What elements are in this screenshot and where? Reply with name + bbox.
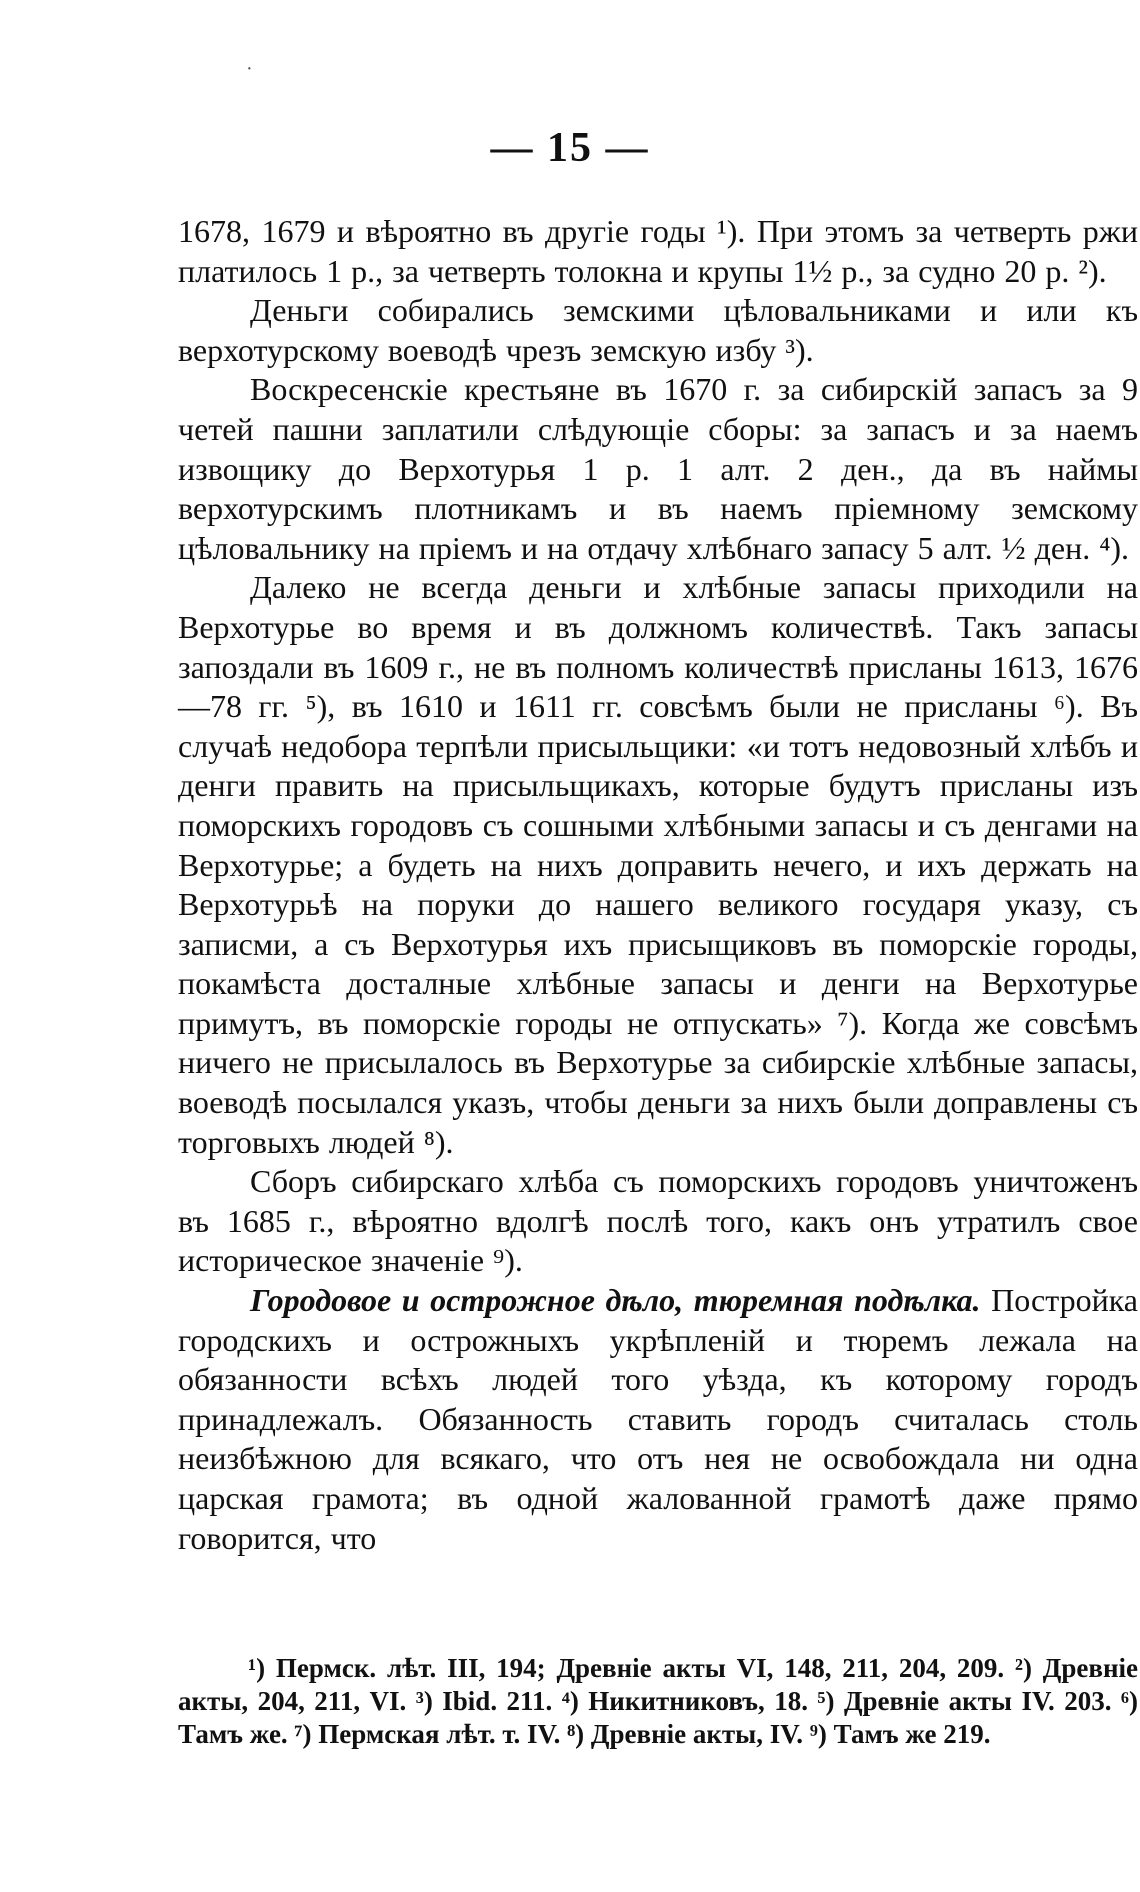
- main-text: [178, 212, 1138, 1558]
- paragraph-fortification: [178, 1281, 1138, 1558]
- page-number: — 15 —: [490, 125, 650, 171]
- scan-speck: ·: [246, 58, 253, 80]
- paragraph-abolition: Сборъ сибирскаго хлѣба съ поморскихъ городовъ уничтоженъ въ 1685 г., вѣроятно вдолгѣ послѣ того, какъ онъ утратилъ свое историческое значеніе ⁹).: [178, 1163, 1138, 1279]
- section-text: Постройка городскихъ и острожныхъ укрѣпленій и тюремъ лежала на обязанности всѣхъ людей того уѣзда, къ которому городъ принадлежалъ. Обязанность ставить городъ считалась столь неизбѣжною для всякаго, что отъ нея не освобождала ни одна царская грамота; въ одной жалованной грамотѣ даже прямо говорится, что: [178, 1282, 1139, 1556]
- paragraph-voskresensk-peasants: Воскресенскіе крестьяне въ 1670 г. за сибирскій запасъ за 9 четей пашни заплатили слѣдующіе сборы: за запасъ и за наемъ извощику до Верхотурья 1 р. 1 алт. 2 ден., да въ наймы верхотурскимъ плотникамъ и въ наемъ пріемному земскому цѣловальнику на пріемъ и на отдачу хлѣбнаго запасу 5 алт. ½ ден. ⁴).: [178, 371, 1138, 566]
- footnote-block: ¹) Пермск. лѣт. III, 194; Древніе акты VI, 148, 211, 204, 209. ²) Древніе акты, 204, 211, VI. ³) Ibid. 211. ⁴) Никитниковъ, 18. ⁵) Древніе акты IV. 203. ⁶) Тамъ же. ⁷) Пермская лѣт. т. IV. ⁸) Древніе акты, IV. ⁹) Тамъ же 219.: [178, 1653, 1138, 1749]
- paragraph-money-collection: Деньги собирались земскими цѣловальниками и или къ верхотурскому воеводѣ чрезъ земскую избу ³).: [178, 292, 1138, 368]
- footnotes: [178, 1652, 1138, 1751]
- paragraph-continuation: 1678, 1679 и вѣроятно въ другіе годы ¹). При этомъ за четверть ржи платилось 1 р., за четверть толокна и крупы 1½ р., за судно 20 р. ²).: [178, 213, 1138, 289]
- section-heading: Городовое и острожное дѣло, тюремная подѣлка.: [250, 1282, 981, 1319]
- paragraph-delivery-delays: Далеко не всегда деньги и хлѣбные запасы приходили на Верхотурье во время и въ должномъ количествѣ. Такъ запасы запоздали въ 1609 г., не въ полномъ количествѣ присланы 1613, 1676—78 гг. ⁵), въ 1610 и 1611 гг. совсѣмъ были не присланы ⁶). Въ случаѣ недобора терпѣли присыльщики: «и тотъ недовозный хлѣбъ и денги править на присыльщикахъ, которые будутъ присланы изъ поморскихъ городовъ съ сошными хлѣбными запасы и съ денгами на Верхотурье; а будеть на нихъ доправить нечего, и ихъ держать на Верхотурьѣ на поруки до нашего великого государя указу, съ записми, а съ Верхотурья ихъ присыщиковъ въ поморскіе городы, покамѣста досталные хлѣбные запасы и денги на Верхотурье примутъ, въ поморскіе городы не отпускать» ⁷). Когда же совсѣмъ ничего не присылалось въ Верхотурье за сибирскіе хлѣбные запасы, воеводѣ посылался указъ, чтобы деньги за нихъ были доправлены съ торговыхъ людей ⁸).: [178, 569, 1138, 1160]
